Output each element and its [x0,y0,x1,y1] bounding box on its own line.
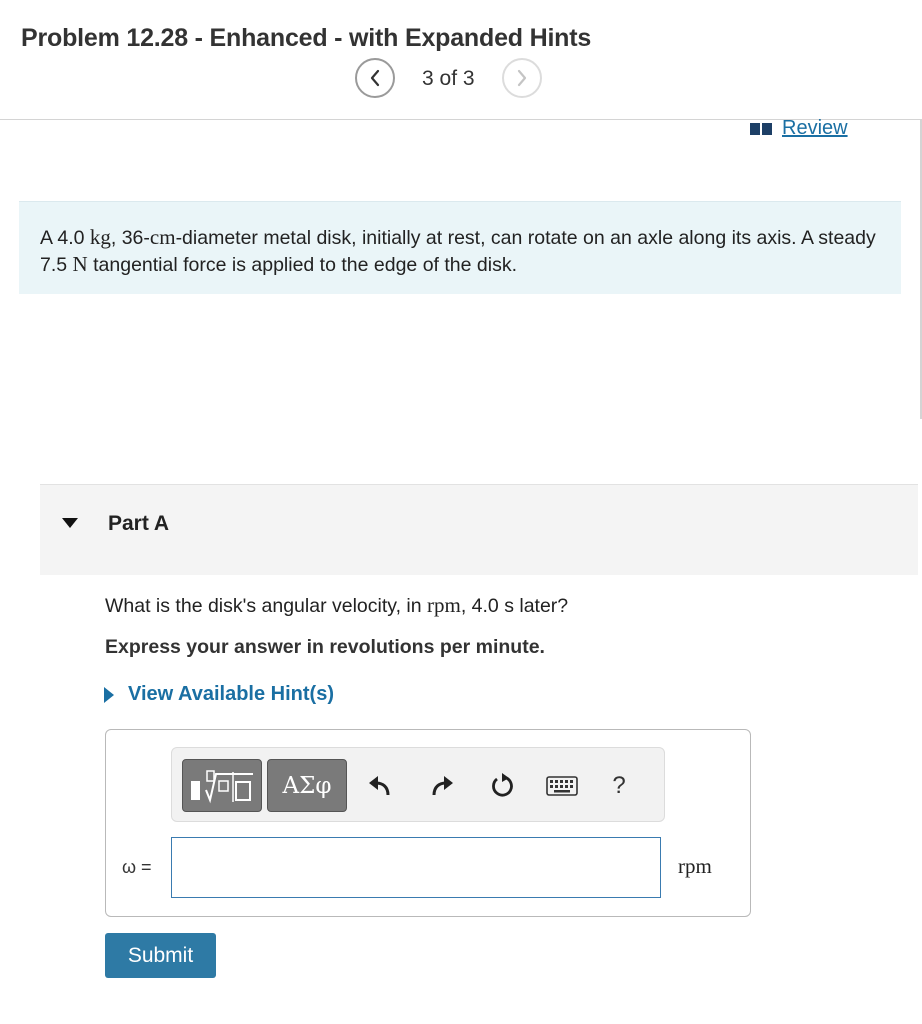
question-unit: rpm [427,593,461,617]
templates-icon [189,768,255,804]
review-label: Review [782,117,848,139]
review-link[interactable] [750,117,848,140]
question-text-segment: , 4.0 s later? [460,595,569,617]
question-text [105,593,568,618]
redo-icon [430,775,454,797]
math-toolbar [171,747,665,822]
submit-button[interactable]: Submit [105,933,216,978]
question-text-segment: What is the disk's angular velocity, in [105,595,427,617]
problem-text-segment: , 36- [110,227,150,249]
symbols-button[interactable]: ΑΣφ [267,759,347,812]
help-button[interactable]: ? [612,771,626,799]
problem-text-segment: A 4.0 [40,227,90,249]
answer-input[interactable] [171,837,661,898]
length-unit: cm [149,225,176,249]
redo-button[interactable] [424,759,460,812]
view-hints-toggle[interactable] [104,683,334,706]
part-label: Part A [108,512,170,535]
answer-unit-label: rpm [678,854,712,878]
answer-box [105,729,751,917]
force-unit: N [72,252,88,276]
problem-statement [19,201,901,294]
chevron-right-icon [515,69,529,87]
part-a-header[interactable] [40,484,918,575]
view-hints-label: View Available Hint(s) [128,683,334,705]
previous-problem-button[interactable] [355,58,395,98]
caret-down-icon [62,518,78,528]
next-problem-button[interactable] [502,58,542,98]
problem-text [40,224,890,278]
problem-text-segment: -diameter metal disk, initially at rest, can rotate on an axle along its axis. A steady 7.5 [40,227,876,276]
reset-icon [489,773,515,799]
page-title: Problem 12.28 - Enhanced - with Expanded Hints [21,24,592,52]
templates-button[interactable] [182,759,262,812]
mass-unit: kg [89,225,111,249]
undo-button[interactable] [362,759,398,812]
answer-instruction: Express your answer in revolutions per minute. [105,636,545,658]
keyboard-icon [546,776,578,796]
problem-text-segment: tangential force is applied to the edge of the disk. [87,254,517,276]
problem-counter: 3 of 3 [422,67,475,90]
chevron-left-icon [368,69,382,87]
keyboard-button[interactable] [542,759,582,812]
book-icon [750,122,772,136]
reset-button[interactable] [482,759,522,812]
caret-right-icon [104,687,114,703]
answer-variable-label: ω = [122,857,152,877]
undo-icon [368,775,392,797]
